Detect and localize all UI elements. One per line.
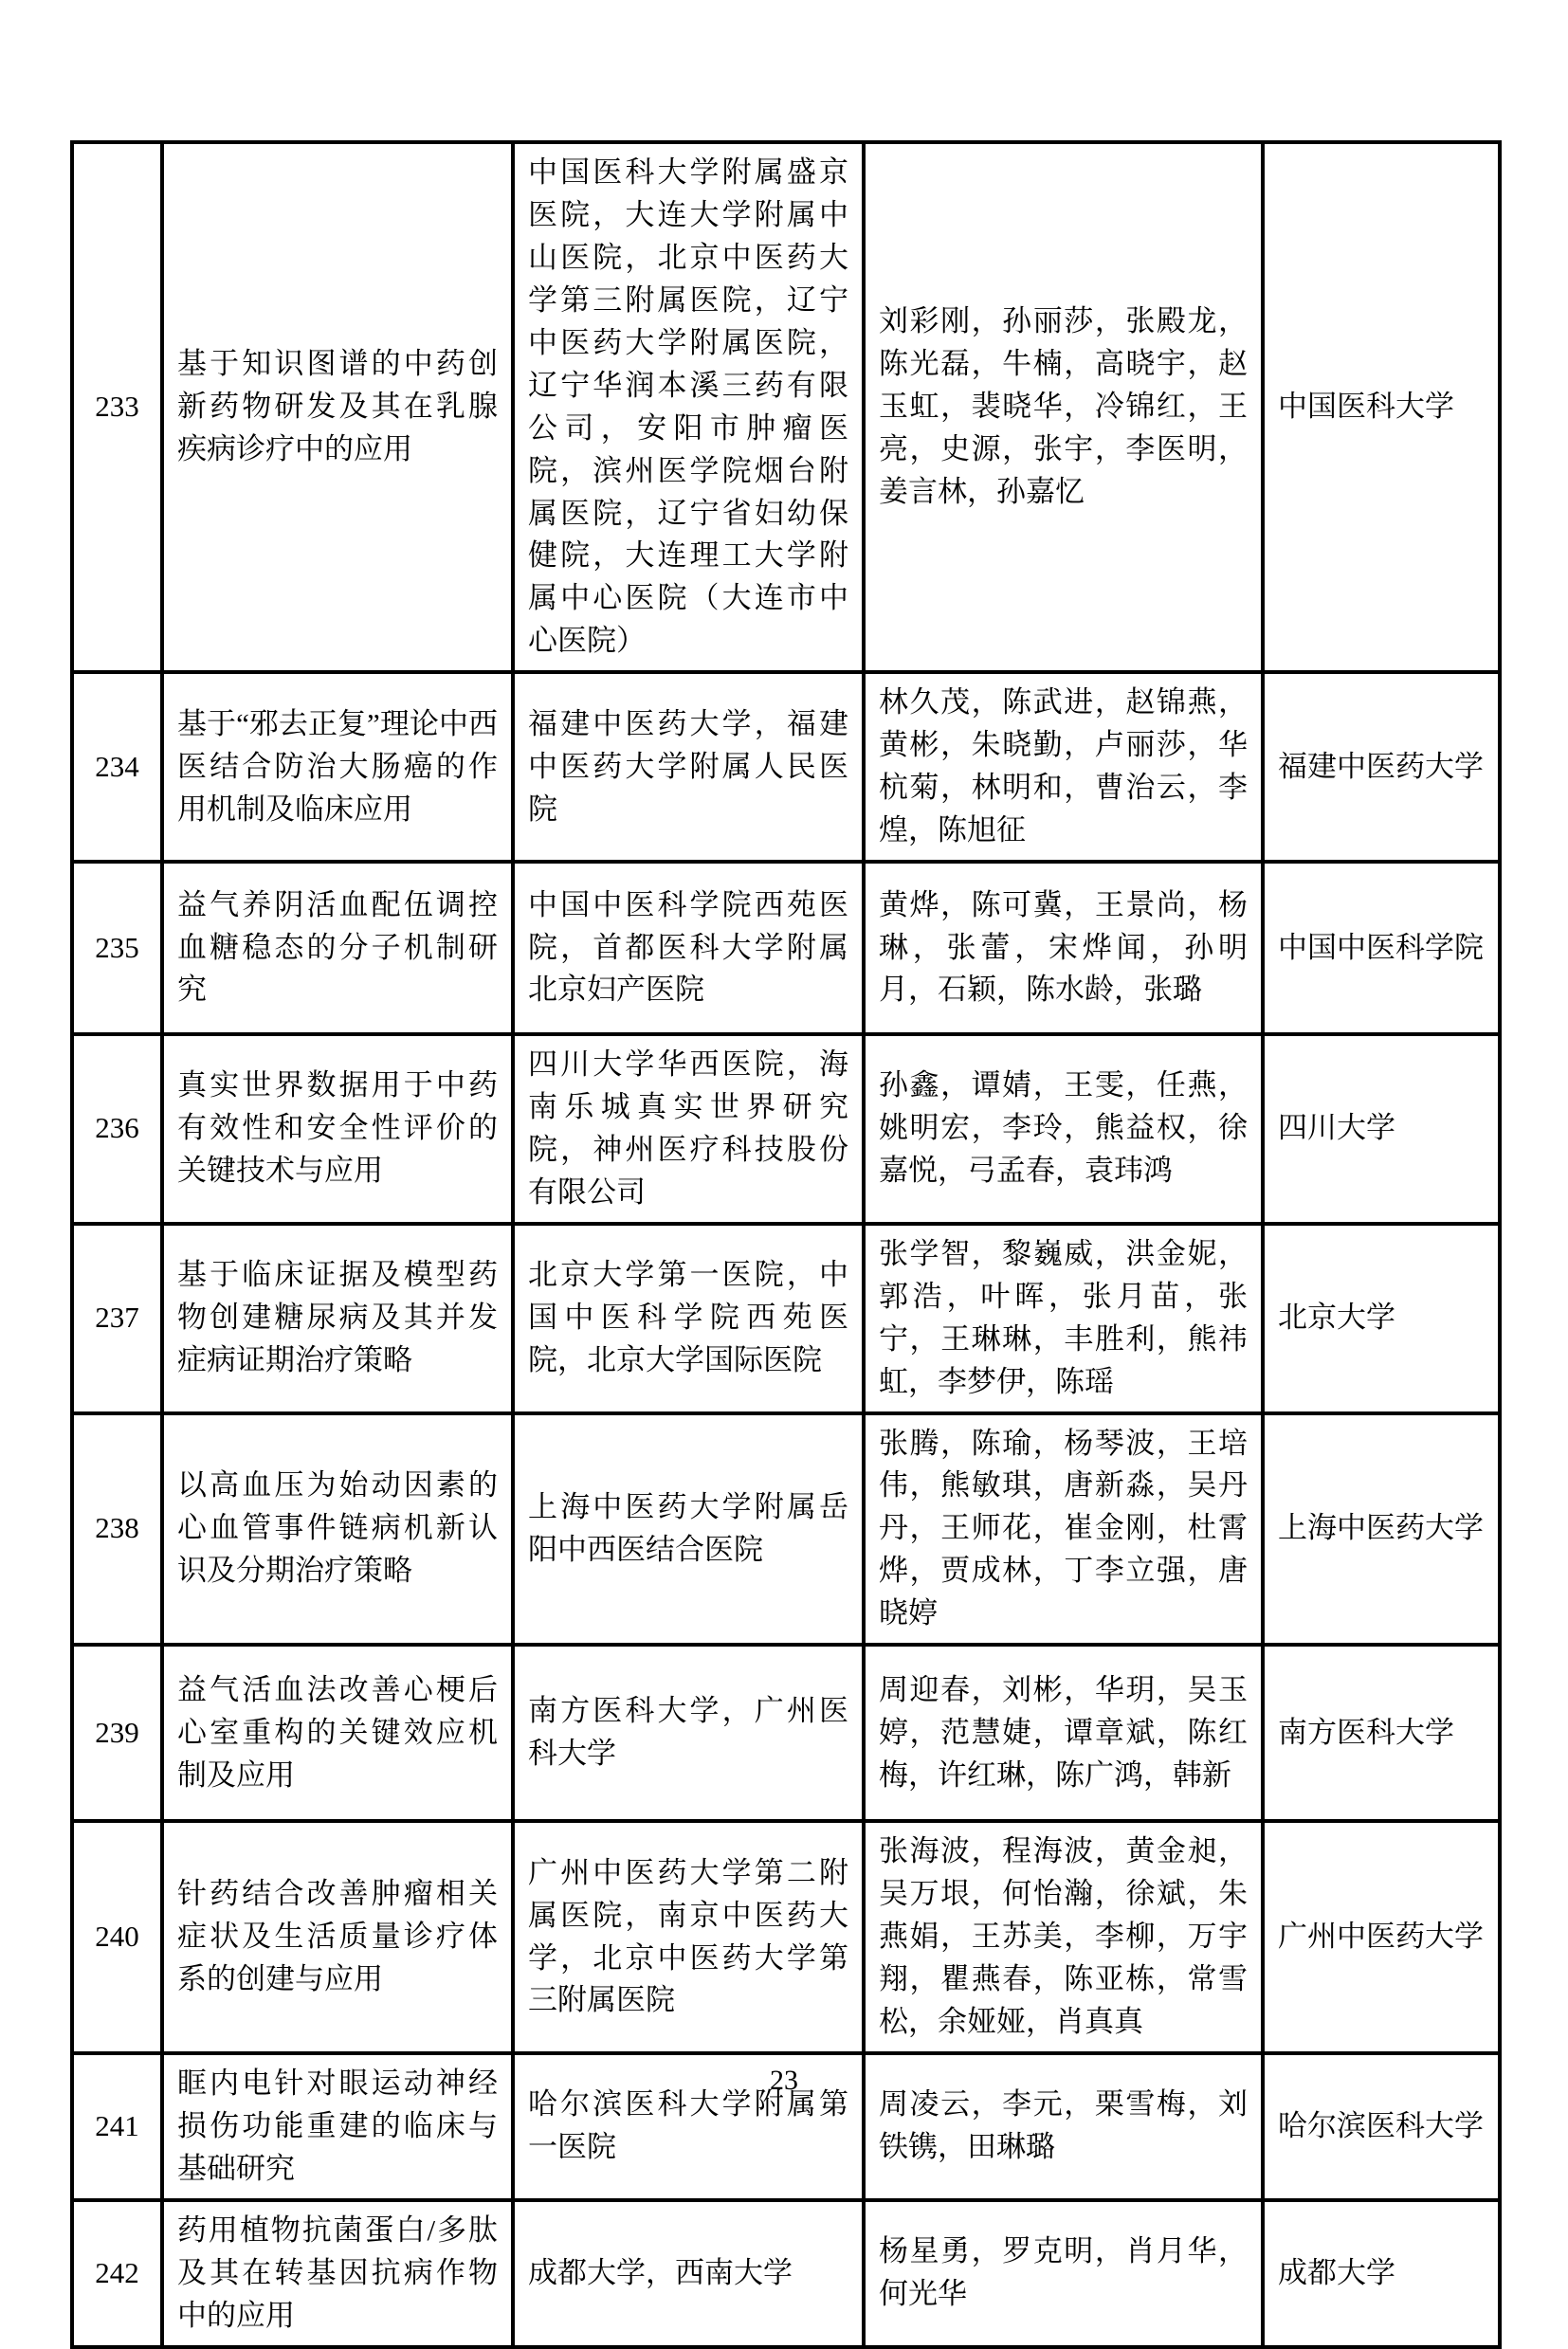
- lead-institution: 上海中医药大学: [1263, 1413, 1500, 1646]
- lead-institution: 成都大学: [1263, 2200, 1500, 2347]
- members: 张腾，陈瑜，杨琴波，王培伟，熊敏琪，唐新淼，吴丹丹，王师花，崔金刚，杜霄烨，贾成林，丁李立强，唐晓婷: [864, 1413, 1263, 1646]
- row-number: 242: [72, 2200, 162, 2347]
- institutions: 福建中医药大学，福建中医药大学附属人民医院: [513, 672, 864, 862]
- institutions: 中国中医科学院西苑医院，首都医科大学附属北京妇产医院: [513, 862, 864, 1034]
- project-title: 以高血压为始动因素的心血管事件链病机新认识及分期治疗策略: [162, 1413, 513, 1646]
- project-title: 益气活血法改善心梗后心室重构的关键效应机制及应用: [162, 1645, 513, 1821]
- members: 周迎春，刘彬，华玥，吴玉婷，范慧婕，谭章斌，陈红梅，许红琳，陈广鸿，韩新: [864, 1645, 1263, 1821]
- institutions: 南方医科大学，广州医科大学: [513, 1645, 864, 1821]
- members: 刘彩刚，孙丽莎，张殿龙，陈光磊，牛楠，高晓宇，赵玉虹，裴晓华，冷锦红，王亮，史源，张宇，李医明，姜言林，孙嘉忆: [864, 142, 1263, 672]
- lead-institution: 哈尔滨医科大学: [1263, 2053, 1500, 2200]
- table-row: [72, 1645, 1500, 1821]
- project-title: 眶内电针对眼运动神经损伤功能重建的临床与基础研究: [162, 2053, 513, 2200]
- page-number: 23: [770, 2065, 798, 2096]
- row-number: 239: [72, 1645, 162, 1821]
- project-title: 基于临床证据及模型药物创建糖尿病及其并发症病证期治疗策略: [162, 1224, 513, 1413]
- project-title: 针药结合改善肿瘤相关症状及生活质量诊疗体系的创建与应用: [162, 1821, 513, 2053]
- project-title: 基于知识图谱的中药创新药物研发及其在乳腺疾病诊疗中的应用: [162, 142, 513, 672]
- row-number: 234: [72, 672, 162, 862]
- projects-table: [70, 140, 1502, 2349]
- members: 黄烨，陈可冀，王景尚，杨琳，张蕾，宋烨闻，孙明月，石颖，陈水龄，张璐: [864, 862, 1263, 1034]
- institutions: 北京大学第一医院，中国中医科学院西苑医院，北京大学国际医院: [513, 1224, 864, 1413]
- project-title: 益气养阴活血配伍调控血糖稳态的分子机制研究: [162, 862, 513, 1034]
- table-row: [72, 672, 1500, 862]
- institutions: 哈尔滨医科大学附属第一医院: [513, 2053, 864, 2200]
- members: 张学智，黎巍威，洪金妮，郭浩，叶晖，张月苗，张宁，王琳琳，丰胜利，熊祎虹，李梦伊，陈瑶: [864, 1224, 1263, 1413]
- members: 孙鑫，谭婧，王雯，任燕，姚明宏，李玲，熊益权，徐嘉悦，弓孟春，袁玮鸿: [864, 1034, 1263, 1224]
- lead-institution: 福建中医药大学: [1263, 672, 1500, 862]
- row-number: 237: [72, 1224, 162, 1413]
- project-title: 药用植物抗菌蛋白/多肽及其在转基因抗病作物中的应用: [162, 2200, 513, 2347]
- row-number: 236: [72, 1034, 162, 1224]
- institutions: 上海中医药大学附属岳阳中西医结合医院: [513, 1413, 864, 1646]
- row-number: 235: [72, 862, 162, 1034]
- table-row: [72, 2200, 1500, 2347]
- members: 张海波，程海波，黄金昶，吴万垠，何怡瀚，徐斌，朱燕娟，王苏美，李柳，万宇翔，瞿燕春，陈亚栋，常雪松，余娅娅，肖真真: [864, 1821, 1263, 2053]
- lead-institution: 四川大学: [1263, 1034, 1500, 1224]
- lead-institution: 南方医科大学: [1263, 1645, 1500, 1821]
- institutions: 成都大学，西南大学: [513, 2200, 864, 2347]
- members: 杨星勇，罗克明，肖月华，何光华: [864, 2200, 1263, 2347]
- lead-institution: 北京大学: [1263, 1224, 1500, 1413]
- table-row: [72, 1034, 1500, 1224]
- project-title: 基于“邪去正复”理论中西医结合防治大肠癌的作用机制及临床应用: [162, 672, 513, 862]
- table-row: [72, 1413, 1500, 1646]
- row-number: 241: [72, 2053, 162, 2200]
- institutions: 中国医科大学附属盛京医院，大连大学附属中山医院，北京中医药大学第三附属医院，辽宁中医药大学附属医院，辽宁华润本溪三药有限公司，安阳市肿瘤医院，滨州医学院烟台附属医院，辽宁省妇幼保健院，大连理工大学附属中心医院（大连市中心医院）: [513, 142, 864, 672]
- row-number: 233: [72, 142, 162, 672]
- institutions: 广州中医药大学第二附属医院，南京中医药大学，北京中医药大学第三附属医院: [513, 1821, 864, 2053]
- table-row: [72, 142, 1500, 672]
- members: 周凌云，李元，栗雪梅，刘铁镌，田琳璐: [864, 2053, 1263, 2200]
- institutions: 四川大学华西医院，海南乐城真实世界研究院，神州医疗科技股份有限公司: [513, 1034, 864, 1224]
- table-row: [72, 862, 1500, 1034]
- lead-institution: 中国医科大学: [1263, 142, 1500, 672]
- table-row: [72, 1224, 1500, 1413]
- lead-institution: 中国中医科学院: [1263, 862, 1500, 1034]
- project-title: 真实世界数据用于中药有效性和安全性评价的关键技术与应用: [162, 1034, 513, 1224]
- lead-institution: 广州中医药大学: [1263, 1821, 1500, 2053]
- table-row: [72, 1821, 1500, 2053]
- members: 林久茂，陈武进，赵锦燕，黄彬，朱晓勤，卢丽莎，华杭菊，林明和，曹治云，李煌，陈旭征: [864, 672, 1263, 862]
- row-number: 240: [72, 1821, 162, 2053]
- row-number: 238: [72, 1413, 162, 1646]
